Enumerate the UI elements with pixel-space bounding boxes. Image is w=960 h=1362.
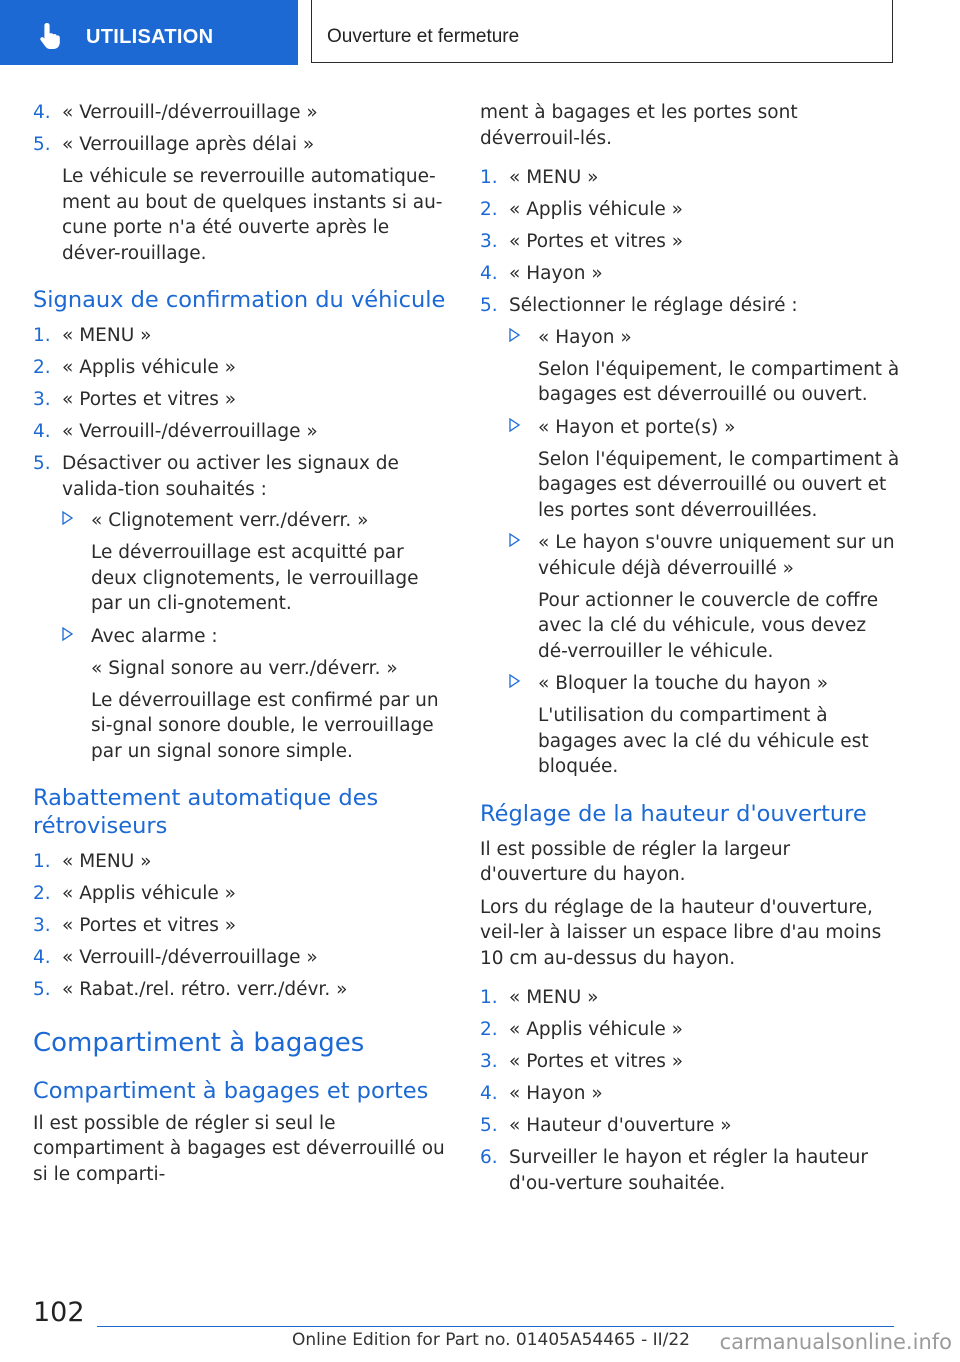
list-text: « Rabat./rel. rétro. verr./dévr. » [62,979,348,1000]
list-number: 3. [480,1051,498,1072]
list-item [33,451,448,764]
list-number: 5. [33,453,51,474]
paragraph: Il est possible de régler la largeur d'ouverture du hayon. [480,838,791,885]
list-number: 1. [480,987,498,1008]
list-item [480,261,900,287]
footer-divider [97,1326,894,1327]
chapter-title: Ouverture et fermeture [327,26,520,47]
sub-item-desc: Le déverrouillage est acquitté par deux clignotements, le verrouillage par un cli-gnotement. [91,542,419,614]
list-number: 4. [33,102,51,123]
sub-item-text: « Hayon et porte(s) » [538,416,736,438]
list-number: 3. [33,389,51,410]
list-signaux [33,323,448,764]
sub-item-text: « Hayon » [538,326,632,348]
list-number: 6. [480,1147,498,1168]
triangle-bullet-icon [62,511,73,525]
list-text: Surveiller le hayon et régler la hauteur d'ou-verture souhaitée. [509,1147,868,1194]
list-item [480,165,900,191]
triangle-bullet-icon [509,533,520,547]
sub-list-item [62,624,448,765]
sub-list-item [509,415,900,524]
list-number: 2. [33,883,51,904]
list-item [480,1145,900,1196]
paragraph: Lors du réglage de la hauteur d'ouverture, veil-ler à laisser un espace libre d'au moins 10 cm au-dessus du hayon. [480,896,882,969]
list-hayon [480,165,900,780]
list-rabattement [33,849,448,1003]
list-text: « Hauteur d'ouverture » [509,1115,732,1136]
list-text: « Verrouill-/déverrouillage » [62,102,318,123]
list-item [480,229,900,255]
list-text: « Portes et vitres » [509,1051,684,1072]
list-text: Sélectionner le réglage désiré : [509,295,798,316]
list-text: « Portes et vitres » [509,231,684,252]
list-hauteur [480,985,900,1196]
list-number: 4. [480,263,498,284]
list-item [480,1113,900,1139]
list-text: « Portes et vitres » [62,915,237,936]
heading-signaux: Signaux de confirmation du véhicule [33,287,446,313]
list-number: 5. [480,1115,498,1136]
paragraph: Il est possible de régler si seul le compartiment à bagages est déverrouillé ou si le comparti- [33,1112,445,1185]
triangle-bullet-icon [62,627,73,641]
sub-item-text: Avec alarme : [91,625,218,647]
list-item [33,977,448,1003]
list-number: 5. [480,295,498,316]
list-item [33,355,448,381]
list-item [33,881,448,907]
list-number: 3. [480,231,498,252]
list-text: « Verrouill-/déverrouillage » [62,421,318,442]
sub-list-item [509,325,900,408]
list-item [480,1081,900,1107]
list-verrouillage [33,100,448,266]
list-item [33,419,448,445]
sub-item-desc: Le déverrouillage est confirmé par un si-gnal sonore double, le verrouillage par un signal sonore simple. [91,689,439,762]
watermark: carmanualsonline.info [719,1330,952,1354]
heading-hauteur: Réglage de la hauteur d'ouverture [480,800,867,827]
list-item [480,197,900,223]
list-text: « Applis véhicule » [509,1019,683,1040]
left-column [33,100,448,1194]
sub-item-desc: Pour actionner le couvercle de coffre avec la clé du véhicule, vous devez dé-verrouiller le véhicule. [538,589,879,662]
triangle-bullet-icon [509,418,520,432]
list-number: 1. [33,325,51,346]
chapter-title-box [311,0,893,63]
list-item [480,1017,900,1043]
list-text: « MENU » [509,987,599,1008]
sub-list [62,508,448,764]
list-item [33,387,448,413]
sub-item-text: « Bloquer la touche du hayon » [538,673,829,694]
triangle-bullet-icon [509,328,520,342]
list-text: « Verrouillage après délai » [62,134,315,155]
list-item [33,945,448,971]
list-number: 2. [480,1019,498,1040]
sub-list-item [62,508,448,617]
list-text: « Applis véhicule » [62,883,236,904]
list-text: « Hayon » [509,1083,603,1104]
list-item [33,132,448,266]
list-number: 5. [33,979,51,1000]
list-text: « MENU » [509,167,599,188]
section-tab [0,0,298,65]
sub-list-item [509,671,900,780]
sub-list [509,325,900,780]
hand-pointer-icon [36,21,66,51]
sub-item-desc: L'utilisation du compartiment à bagages avec la clé du véhicule est bloquée. [538,705,869,777]
list-number: 5. [33,134,51,155]
list-text: « Applis véhicule » [62,357,236,378]
list-number: 3. [33,915,51,936]
list-text: « Hayon » [509,263,603,284]
list-item [480,985,900,1011]
list-text: « MENU » [62,325,152,346]
triangle-bullet-icon [509,674,520,688]
list-text: Désactiver ou activer les signaux de valida-tion souhaités : [62,453,399,500]
sub-list-item [509,530,900,664]
sub-item-desc: Selon l'équipement, le compartiment à bagages est déverrouillé ou ouvert et les portes sont déverrouillées. [538,448,900,521]
list-number: 4. [33,947,51,968]
heading-compartiment: Compartiment à bagages [33,1027,365,1058]
right-column [480,100,900,1203]
paragraph: ment à bagages et les portes sont déverrouil-lés. [480,102,798,149]
list-item [33,913,448,939]
list-item [33,100,448,126]
list-number: 1. [480,167,498,188]
heading-compartiment-portes: Compartiment à bagages et portes [33,1077,429,1104]
sub-item-desc: Selon l'équipement, le compartiment à bagages est déverrouillé ou ouvert. [538,358,900,405]
list-number: 1. [33,851,51,872]
sub-item-desc: « Signal sonore au verr./déverr. » [91,657,398,679]
section-label: UTILISATION [86,26,214,48]
list-note: Le véhicule se reverrouille automatique-ment au bout de quelques instants si au-cune porte n'a été ouverte après le déver-rouillage. [62,166,443,264]
list-item [480,1049,900,1075]
heading-rabattement: Rabattement automatique des rétroviseurs [33,785,379,839]
list-item [33,323,448,349]
list-number: 4. [480,1083,498,1104]
list-text: « Portes et vitres » [62,389,237,410]
list-text: « Applis véhicule » [509,199,683,220]
list-number: 2. [33,357,51,378]
list-number: 2. [480,199,498,220]
list-number: 4. [33,421,51,442]
edition-footer: Online Edition for Part no. 01405A54465 - II/22 [291,1330,690,1350]
sub-item-text: « Le hayon s'ouvre uniquement sur un véhicule déjà déverrouillé » [538,532,895,579]
list-text: « MENU » [62,851,152,872]
list-text: « Verrouill-/déverrouillage » [62,947,318,968]
list-item [33,849,448,875]
page-number: 102 [33,1297,85,1328]
list-item [480,293,900,780]
sub-item-text: « Clignotement verr./déverr. » [91,510,369,531]
